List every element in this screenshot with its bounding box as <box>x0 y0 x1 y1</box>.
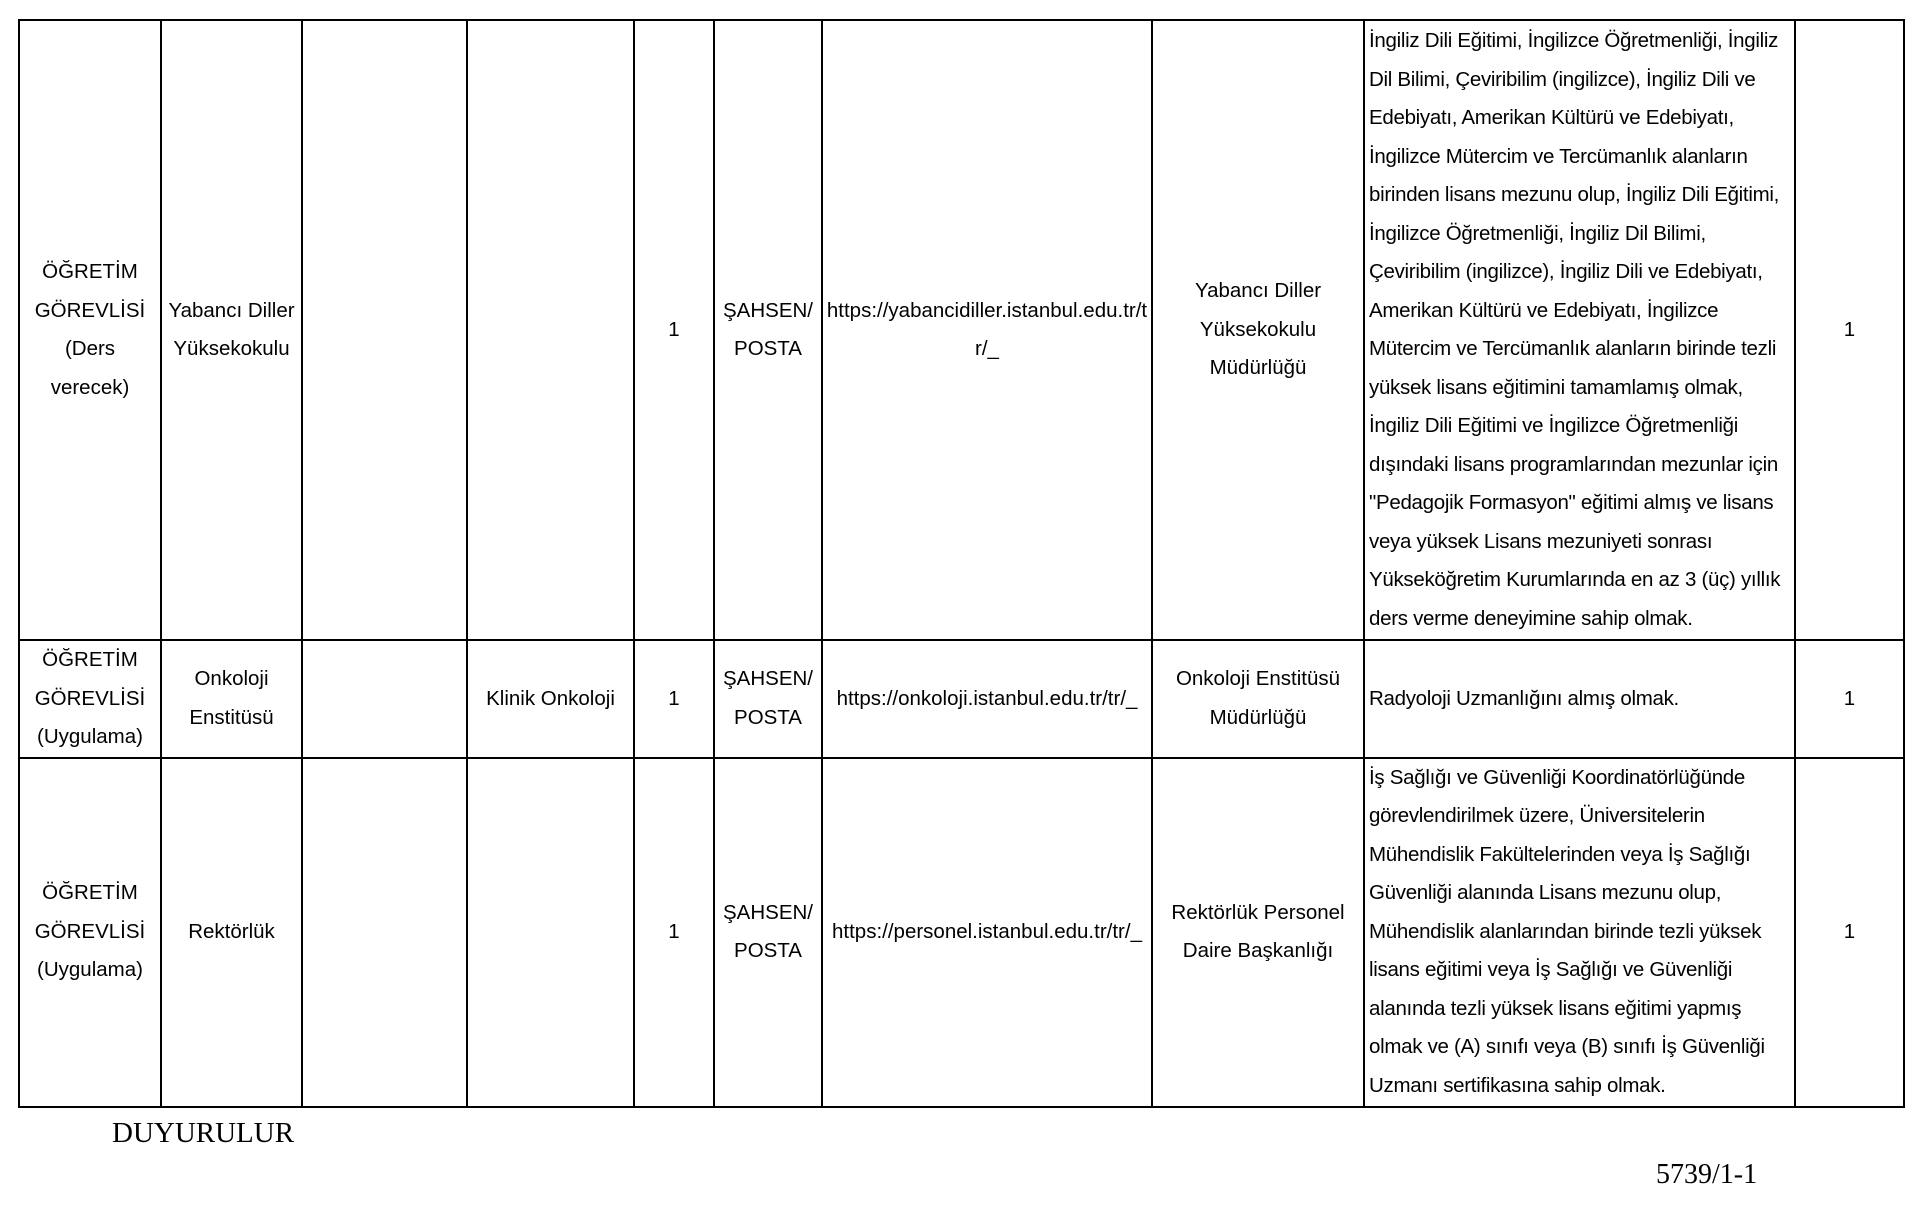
application-method-cell: ŞAHSEN/ POSTA <box>714 758 822 1107</box>
unit-cell: Yabancı Diller Yüksekokulu <box>161 20 302 640</box>
table-row <box>19 640 1904 758</box>
url-cell: https://onkoloji.istanbul.edu.tr/tr/_ <box>822 640 1152 758</box>
application-office-cell: Yabancı Diller Yüksekokulu Müdürlüğü <box>1152 20 1364 640</box>
announcement-text: DUYURULUR <box>112 1117 295 1149</box>
job-postings-table <box>18 19 1905 1108</box>
unit-cell: Onkoloji Enstitüsü <box>161 640 302 758</box>
field-cell: Klinik Onkoloji <box>467 640 634 758</box>
table-row <box>19 20 1904 640</box>
reference-number: 5739/1-1 <box>1656 1159 1758 1190</box>
application-office-cell: Rektörlük Personel Daire Başkanlığı <box>1152 758 1364 1107</box>
requirements-cell: İş Sağlığı ve Güvenliği Koordinatörlüğünde görevlendirilmek üzere, Üniversitelerin Mühendislik Fakültelerinden veya İş Sağlığı Güvenliği alanında Lisans mezunu olup, Mühendislik alanlarından birinde tezli yüksek lisans eğitimi veya İş Sağlığı ve Güvenliği alanında tezli yüksek lisans eğitimi yapmış olmak ve (A) sınıfı veya (B) sınıfı İş Güvenliği Uzmanı sertifikasına sahip olmak. <box>1364 758 1795 1107</box>
last-count-cell: 1 <box>1795 640 1904 758</box>
position-title-cell: ÖĞRETİM GÖREVLİSİ (Uygulama) <box>19 758 161 1107</box>
last-count-cell: 1 <box>1795 20 1904 640</box>
field-cell <box>467 20 634 640</box>
url-cell: https://personel.istanbul.edu.tr/tr/_ <box>822 758 1152 1107</box>
position-count-cell: 1 <box>634 640 714 758</box>
requirements-cell: Radyoloji Uzmanlığını almış olmak. <box>1364 640 1795 758</box>
position-title-cell: ÖĞRETİM GÖREVLİSİ (Uygulama) <box>19 640 161 758</box>
empty-cell <box>302 640 467 758</box>
empty-cell <box>302 758 467 1107</box>
requirements-cell: İngiliz Dili Eğitimi, İngilizce Öğretmenliği, İngiliz Dil Bilimi, Çeviribilim (ingilizce), İngiliz Dili ve Edebiyatı, Amerikan Kültürü ve Edebiyatı, İngilizce Mütercim ve Tercümanlık alanların birinden lisans mezunu olup, İngiliz Dili Eğitimi, İngilizce Öğretmenliği, İngiliz Dil Bilimi, Çeviribilim (ingilizce), İngiliz Dili ve Edebiyatı, Amerikan Kültürü ve Edebiyatı, İngilizce Mütercim ve Tercümanlık alanların birinde tezli yüksek lisans eğitimini tamamlamış olmak, İngiliz Dili Eğitimi ve İngilizce Öğretmenliği dışındaki lisans programlarından mezunlar için "Pedagojik Formasyon" eğitimi almış ve lisans veya yüksek Lisans mezuniyeti sonrası Yükseköğretim Kurumlarında en az 3 (üç) yıllık ders verme deneyimine sahip olmak. <box>1364 20 1795 640</box>
position-count-cell: 1 <box>634 758 714 1107</box>
table-row <box>19 758 1904 1107</box>
field-cell <box>467 758 634 1107</box>
application-method-cell: ŞAHSEN/ POSTA <box>714 20 822 640</box>
last-count-cell: 1 <box>1795 758 1904 1107</box>
application-office-cell: Onkoloji Enstitüsü Müdürlüğü <box>1152 640 1364 758</box>
empty-cell <box>302 20 467 640</box>
unit-cell: Rektörlük <box>161 758 302 1107</box>
application-method-cell: ŞAHSEN/ POSTA <box>714 640 822 758</box>
position-count-cell: 1 <box>634 20 714 640</box>
position-title-cell: ÖĞRETİM GÖREVLİSİ (Ders verecek) <box>19 20 161 640</box>
url-cell: https://yabancidiller.istanbul.edu.tr/tr/_ <box>822 20 1152 640</box>
